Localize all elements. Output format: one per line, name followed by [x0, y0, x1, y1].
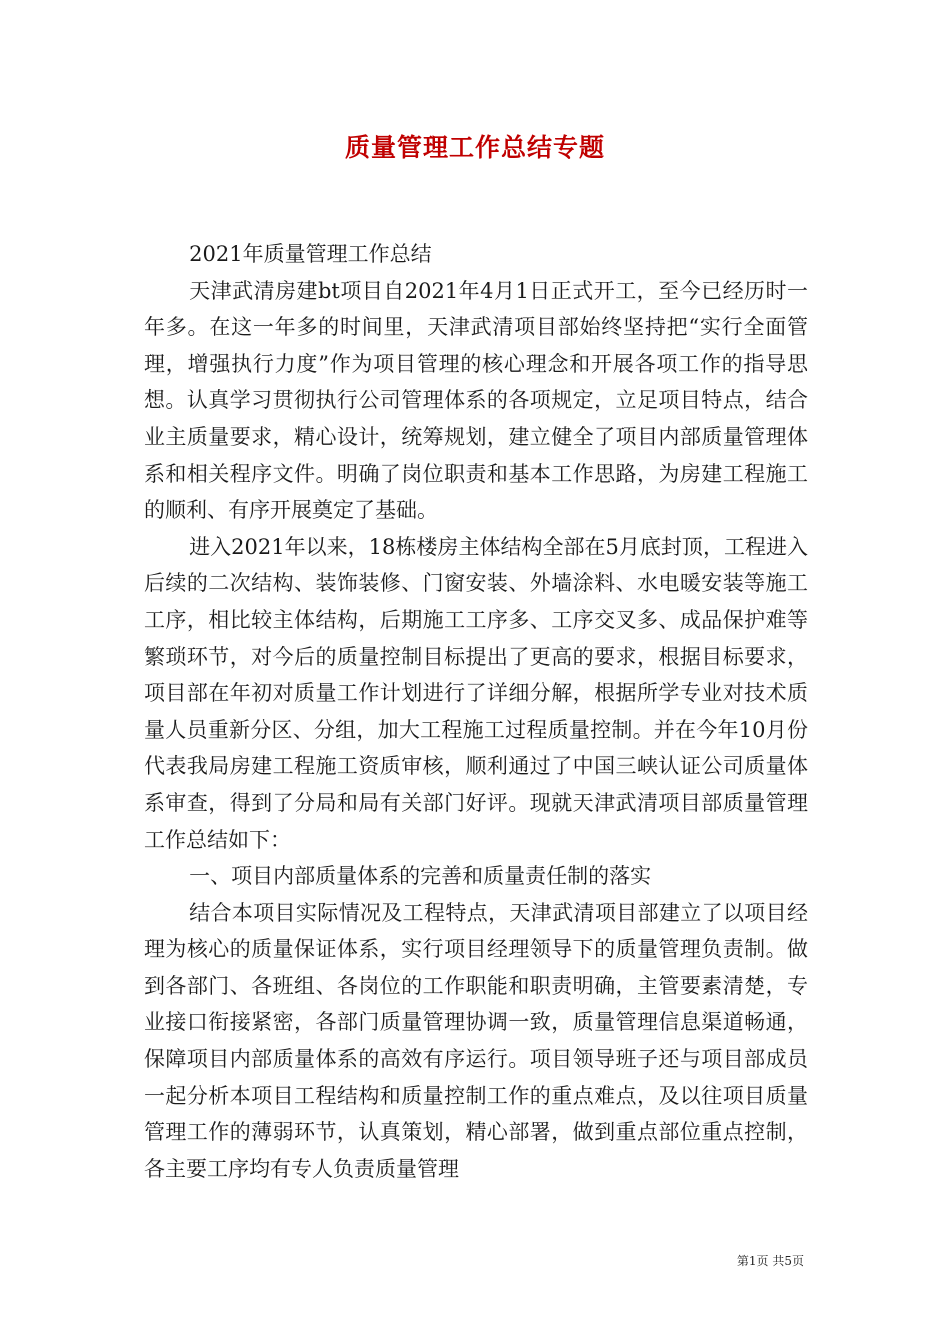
paragraph-intro: 天津武清房建bt项目自2021年4月1日正式开工，至今已经历时一年多。在这一年多的时间里，天津武清项目部始终坚持把“实行全面管理，增强执行力度”作为项目管理的核心理念和开展各项工作的指导思想。认真学习贯彻执行公司管理体系的各项规定，立足项目特点，结合业主质量要求，精心设计，统筹规划，建立健全了项目内部质量管理体系和相关程序文件。明确了岗位职责和基本工作思路，为房建工程施工的顺利、有序开展奠定了基础。	[144, 278, 808, 523]
paragraph-progress: 进入2021年以来，18栋楼房主体结构全部在5月底封顶，工程进入后续的二次结构、装饰装修、门窗安装、外墙涂料、水电暖安装等施工工序，相比较主体结构，后期施工工序多、工序交叉多、成品保护难等繁琐环节，对今后的质量控制目标提出了更高的要求，根据目标要求，项目部在年初对质量工作计划进行了详细分解，根据所学专业对技术质量人员重新分区、分组，加大工程施工过程质量控制。并在今年10月份代表我局房建工程施工资质审核，顺利通过了中国三峡认证公司质量体系审查，得到了分局和局有关部门好评。现就天津武清项目部质量管理工作总结如下：	[144, 534, 808, 852]
paragraph-quality-system: 结合本项目实际情况及工程特点，天津武清项目部建立了以项目经理为核心的质量保证体系，实行项目经理领导下的质量管理负责制。做到各部门、各班组、各岗位的工作职能和职责明确，主管要素清楚，专业接口衔接紧密，各部门质量管理协调一致，质量管理信息渠道畅通，保障项目内部质量体系的高效有序运行。项目领导班子还与项目部成员一起分析本项目工程结构和质量控制工作的重点难点，及以往项目质量管理工作的薄弱环节，认真策划，精心部署，做到重点部位重点控制，各主要工序均有专人负责质量管理	[144, 900, 808, 1181]
page-number: 第1页 共5页	[736, 1254, 804, 1268]
document-body	[144, 236, 808, 1187]
section-heading-1: 一、项目内部质量体系的完善和质量责任制的落实	[189, 864, 652, 889]
paragraph-heading-summary: 2021年质量管理工作总结	[189, 242, 432, 266]
document-title: 质量管理工作总结专题	[344, 133, 605, 162]
